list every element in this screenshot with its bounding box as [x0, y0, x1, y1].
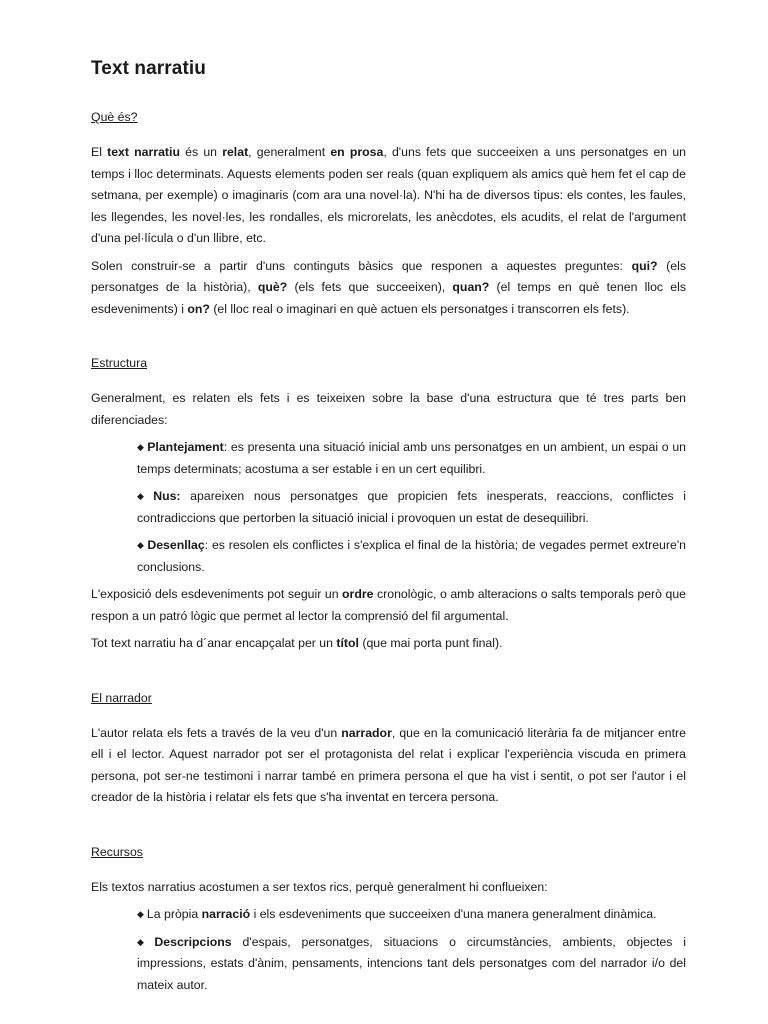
text-run: , que en la comunicació literària fa de mitjancer entre ell i el lector. Aquest narrador pot ser el protagonista del relat i explicar l'experiència viscuda en primera persona, pot ser-ne testimoni i narrar també en primera persona el que ha vist i sentit, o pot ser l'autor i el creador de la història i relatar els fets que s'ha inventat en tercera persona.: [91, 725, 686, 804]
bold-term: en prosa: [330, 145, 384, 159]
text-run: (que mai porta punt final).: [358, 636, 503, 650]
paragraph-definition: [91, 142, 686, 250]
bold-term: títol: [336, 636, 359, 650]
bold-term: narrador: [341, 725, 392, 740]
diamond-bullet-icon: ◆: [137, 936, 152, 947]
bold-term: ordre: [342, 587, 374, 601]
list-item: [137, 932, 686, 997]
paragraph-title: [91, 633, 686, 655]
text-run: és un: [179, 145, 223, 159]
diamond-bullet-icon: ◆: [137, 540, 145, 550]
bold-term: narració: [201, 907, 251, 921]
paragraph-order: [91, 584, 686, 627]
bold-term: relat: [222, 145, 249, 159]
text-run: (el lloc real o imaginari en què actuen els personatges i transcorren els fets).: [209, 301, 630, 316]
bold-term: Nus:: [153, 489, 181, 503]
text-run: (els personatges de la història),: [91, 258, 687, 294]
bold-term: què?: [257, 280, 288, 294]
text-run: : es resolen els conflictes i s'explica el final de la història; de vegades permet extreure'n conclusions.: [137, 538, 687, 574]
bold-term: Descripcions: [154, 934, 232, 949]
bold-term: text narratiu: [107, 145, 180, 159]
text-run: L'autor relata els fets a través de la veu d'un: [91, 725, 342, 740]
text-run: apareixen nous personatges que propicien fets inesperats, reaccions, conflictes i contradiccions que pertorben la situació inicial i provoquen un estat de desequilibri.: [137, 489, 687, 525]
text-run: Solen construir-se a partir d'uns continguts bàsics que responen a aquestes preguntes:: [91, 258, 632, 273]
bold-term: on?: [187, 301, 210, 316]
list-item: [137, 486, 686, 529]
text-run: (els fets que succeeixen),: [287, 280, 453, 294]
page-title: Text narratiu: [91, 58, 206, 79]
text-run: i els esdeveniments que succeeixen d'una manera generalment dinàmica.: [250, 907, 657, 921]
diamond-bullet-icon: ◆: [137, 909, 144, 919]
text-run: : es presenta una situació inicial amb uns personatges en un ambient, un espai o un temps determinats; acostuma a ser estable i en un cert equilibri.: [137, 440, 687, 476]
text-run: L'exposició dels esdeveniments pot seguir un: [91, 587, 343, 601]
section-heading-estructura: Estructura: [91, 356, 148, 370]
text-run: Tot text narratiu ha d´anar encapçalat per un: [91, 636, 337, 650]
bold-term: Plantejament: [147, 440, 224, 454]
paragraph-narrator: [91, 723, 686, 809]
text-run: cronològic, o amb alteracions o salts temporals però que respon a un patró lògic que permet al lector la comprensió del fil argumental.: [91, 587, 687, 623]
text-run: , d'uns fets que succeeixen a uns personatges en un temps i lloc determinats. Aquests elements poden ser reals (quan expliquem als amics què hem fet el cap de setmana, per exemple) o imaginaris (com ara una novel·la). N'hi ha de diversos tipus: els contes, les faules, les llegendes, les novel·les, les rondalles, els microrelats, les anècdotes, els acudits, el relat de l'argument d'una pel·lícula o d'un llibre, etc.: [91, 145, 686, 245]
text-run: El: [91, 145, 108, 159]
text-run: (el temps en què tenen lloc els esdeveniments) i: [91, 280, 686, 316]
paragraph-questions: [91, 256, 686, 321]
structure-bullet-list: [137, 437, 686, 578]
list-item: [137, 535, 686, 578]
paragraph-resources-intro: Els textos narratius acostumen a ser textos rics, perquè generalment hi conflueixen:: [91, 879, 548, 894]
list-item: [137, 437, 686, 480]
section-heading-recursos: Recursos: [91, 844, 143, 859]
section-heading-que-es: Què és?: [91, 110, 138, 124]
bold-term: quan?: [452, 280, 490, 294]
diamond-bullet-icon: ◆: [137, 442, 145, 452]
resources-bullet-list: [137, 904, 686, 996]
text-run: , generalment: [248, 145, 331, 159]
section-heading-narrador: El narrador: [91, 690, 152, 705]
text-run: La pròpia: [146, 907, 202, 921]
bold-term: Desenllaç: [147, 538, 205, 552]
list-item: [137, 904, 686, 926]
paragraph-structure-intro: Generalment, es relaten els fets i es teixeixen sobre la base d'una estructura que té tres parts ben diferenciades:: [91, 391, 686, 427]
text-run: d'espais, personatges, situacions o circumstàncies, ambients, objectes i impressions, estats d'ànim, pensaments, intencions tant dels personatges com del narrador i/o del mateix autor.: [137, 934, 686, 992]
bold-term: qui?: [631, 258, 658, 273]
diamond-bullet-icon: ◆: [137, 491, 151, 501]
